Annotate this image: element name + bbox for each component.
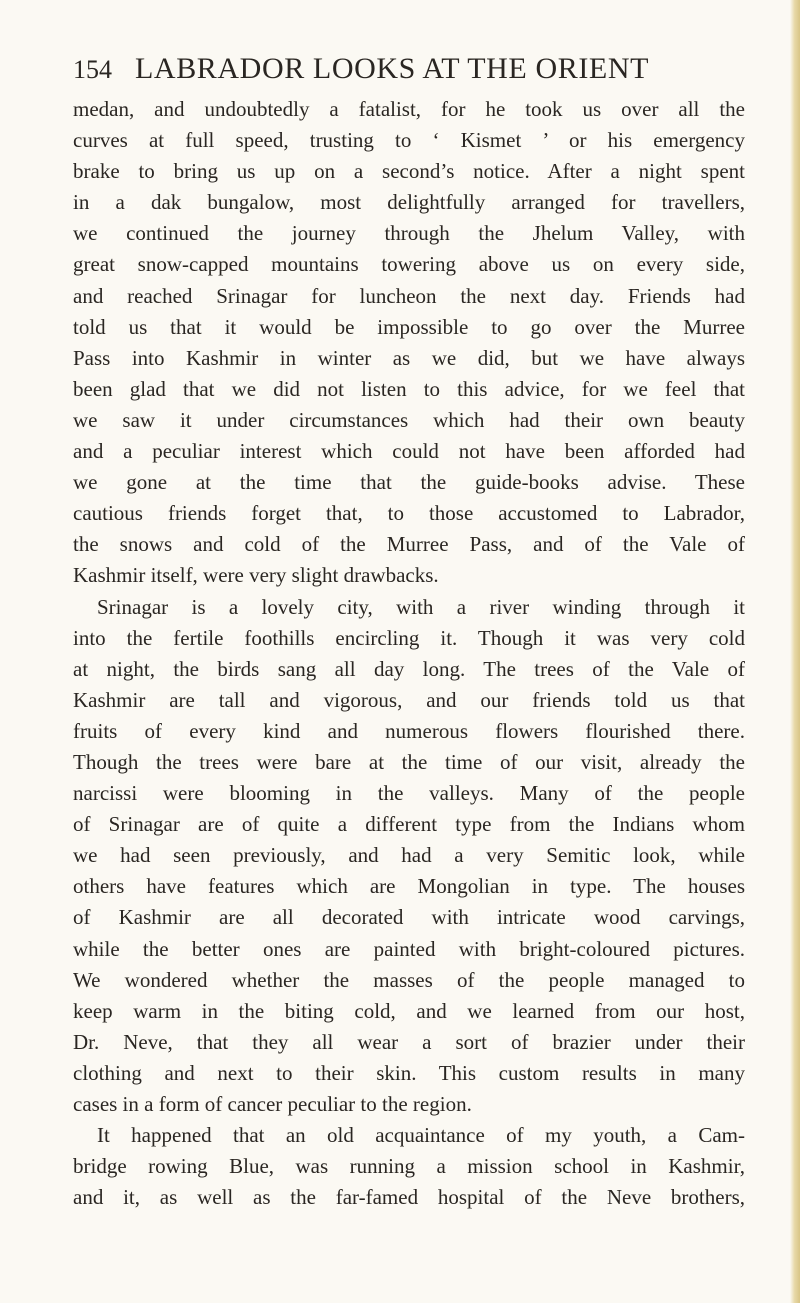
text-line: been glad that we did not listen to this advice, for we feel that <box>73 376 745 401</box>
text-line: Kashmir itself, were very slight drawbacks. <box>73 563 439 588</box>
text-line: bridge rowing Blue, was running a mission school in Kashmir, <box>73 1154 745 1179</box>
body-text <box>73 94 745 1213</box>
text-line: and a peculiar interest which could not have been afforded had <box>73 439 745 464</box>
text-line: Dr. Neve, that they all wear a sort of brazier under their <box>73 1029 745 1054</box>
text-line: medan, and undoubtedly a fatalist, for he took us over all the <box>73 97 745 121</box>
text-line: clothing and next to their skin. This custom results in many <box>73 1060 745 1085</box>
text-line: we had seen previously, and had a very Semitic look, while <box>73 843 745 868</box>
text-line: Though the trees were bare at the time of our visit, already the <box>73 749 745 774</box>
text-line: of Kashmir are all decorated with intricate wood carvings, <box>73 905 745 930</box>
text-line: and reached Srinagar for luncheon the next day. Friends had <box>73 283 745 308</box>
page-edge-shadow <box>790 0 800 1303</box>
text-line: the snows and cold of the Murree Pass, and of the Vale of <box>73 532 745 557</box>
text-line: Srinagar is a lovely city, with a river winding through it <box>97 594 745 619</box>
text-line: We wondered whether the masses of the people managed to <box>73 967 745 992</box>
text-line: in a dak bungalow, most delightfully arranged for travellers, <box>73 190 745 215</box>
running-head-title: LABRADOR LOOKS AT THE ORIENT <box>135 52 650 85</box>
running-head <box>73 52 745 92</box>
text-line: narcissi were blooming in the valleys. Many of the people <box>73 781 745 806</box>
text-line: fruits of every kind and numerous flowers flourished there. <box>73 718 745 743</box>
text-line: others have features which are Mongolian in type. The houses <box>73 874 745 899</box>
text-line: keep warm in the biting cold, and we learned from our host, <box>73 998 745 1023</box>
text-line: It happened that an old acquaintance of my youth, a Cam- <box>97 1123 745 1148</box>
text-line: great snow-capped mountains towering above us on every side, <box>73 252 745 277</box>
text-line: told us that it would be impossible to go over the Murree <box>73 314 745 339</box>
paragraph <box>73 592 745 1121</box>
text-line: Kashmir are tall and vigorous, and our friends told us that <box>73 687 745 712</box>
text-line: at night, the birds sang all day long. The trees of the Vale of <box>73 656 745 681</box>
text-line: into the fertile foothills encircling it. Though it was very cold <box>73 625 745 650</box>
book-page <box>73 52 745 1213</box>
text-line: curves at full speed, trusting to ‘ Kismet ’ or his emergency <box>73 128 745 153</box>
paragraph <box>73 94 745 592</box>
text-line: we saw it under circumstances which had their own beauty <box>73 407 745 432</box>
text-line: cases in a form of cancer peculiar to the region. <box>73 1092 472 1116</box>
text-line: cautious friends forget that, to those accustomed to Labrador, <box>73 501 745 526</box>
page-number: 154 <box>73 55 112 84</box>
text-line: we continued the journey through the Jhelum Valley, with <box>73 221 745 246</box>
text-line: brake to bring us up on a second’s notice. After a night spent <box>73 159 745 184</box>
text-line: and it, as well as the far-famed hospital of the Neve brothers, <box>73 1185 745 1210</box>
text-line: while the better ones are painted with bright-coloured pictures. <box>73 936 745 961</box>
text-line: Pass into Kashmir in winter as we did, but we have always <box>73 345 745 370</box>
text-line: of Srinagar are of quite a different type from the Indians whom <box>73 812 745 837</box>
paragraph <box>73 1120 745 1213</box>
text-line: we gone at the time that the guide-books advise. These <box>73 470 745 495</box>
